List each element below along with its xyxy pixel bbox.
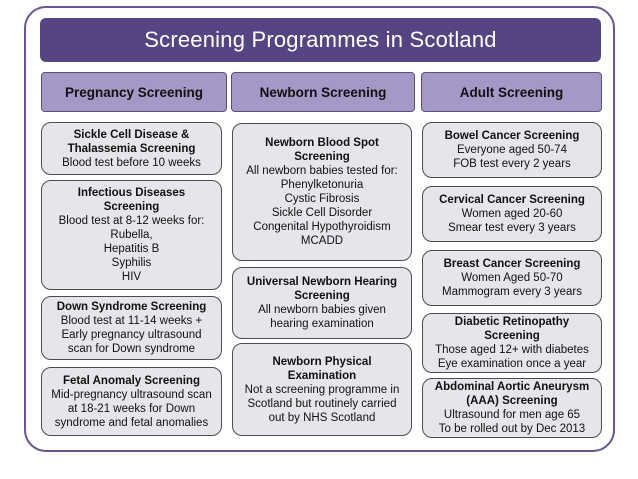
box-title: Newborn Blood Spot Screening: [265, 137, 379, 163]
box-body: Mid-pregnancy ultrasound scan at 18-21 weeks for Down syndrome and fetal anomalies: [51, 388, 212, 429]
newborn-blood-spot-box: [232, 123, 412, 261]
box-title: Universal Newborn Hearing Screening: [246, 276, 398, 302]
box-body: Blood test at 8-12 weeks for: Rubella, Hepatitis B Syphilis HIV: [58, 215, 205, 283]
box-body: Women aged 20-60 Smear test every 3 years: [448, 208, 576, 234]
box-body: All newborn babies tested for: Phenylketonuria Cystic Fibrosis Sickle Cell Disorder Congenital Hypothyroidism MCADD: [246, 165, 398, 247]
sickle-cell-thalassemia-box: [41, 122, 222, 175]
box-body: Ultrasound for men age 65 To be rolled out by Dec 2013: [438, 409, 586, 435]
box-body: Women Aged 50-70 Mammogram every 3 years: [442, 272, 582, 298]
box-title: Infectious Diseases Screening: [77, 187, 186, 213]
box-body: Those aged 12+ with diabetes Eye examination once a year: [435, 344, 589, 370]
box-title: Sickle Cell Disease & Thalassemia Screening: [67, 128, 196, 155]
box-title: Diabetic Retinopathy Screening: [454, 316, 570, 342]
box-title: Newborn Physical Examination: [272, 355, 372, 382]
box-title: Abdominal Aortic Aneurysm (AAA) Screening: [434, 381, 590, 407]
column-header-newborn: Newborn Screening: [231, 72, 415, 112]
infectious-diseases-box: [41, 180, 222, 290]
page-title: Screening Programmes in Scotland: [40, 18, 601, 62]
box-body: Blood test before 10 weeks: [62, 156, 201, 169]
bowel-cancer-box: [422, 122, 602, 178]
box-body: All newborn babies given hearing examination: [258, 304, 386, 330]
box-title: Bowel Cancer Screening: [444, 130, 580, 142]
box-title: Down Syndrome Screening: [56, 301, 207, 313]
box-body: Everyone aged 50-74 FOB test every 2 years: [453, 144, 571, 170]
box-title: Cervical Cancer Screening: [439, 194, 585, 206]
newborn-physical-exam-box: [232, 343, 412, 436]
down-syndrome-box: [41, 296, 222, 360]
box-title: Fetal Anomaly Screening: [63, 374, 200, 387]
box-body: Blood test at 11-14 weeks + Early pregnancy ultrasound scan for Down syndrome: [60, 315, 203, 355]
breast-cancer-box: [422, 250, 602, 306]
cervical-cancer-box: [422, 186, 602, 242]
fetal-anomaly-box: [41, 367, 222, 436]
box-body: Not a screening programme in Scotland but routinely carried out by NHS Scotland: [244, 383, 400, 424]
column-header-pregnancy: Pregnancy Screening: [41, 72, 227, 112]
column-header-adult: Adult Screening: [421, 72, 602, 112]
box-title: Breast Cancer Screening: [443, 258, 581, 270]
newborn-hearing-box: [232, 267, 412, 339]
aaa-screening-box: [422, 378, 602, 438]
diabetic-retinopathy-box: [422, 313, 602, 373]
